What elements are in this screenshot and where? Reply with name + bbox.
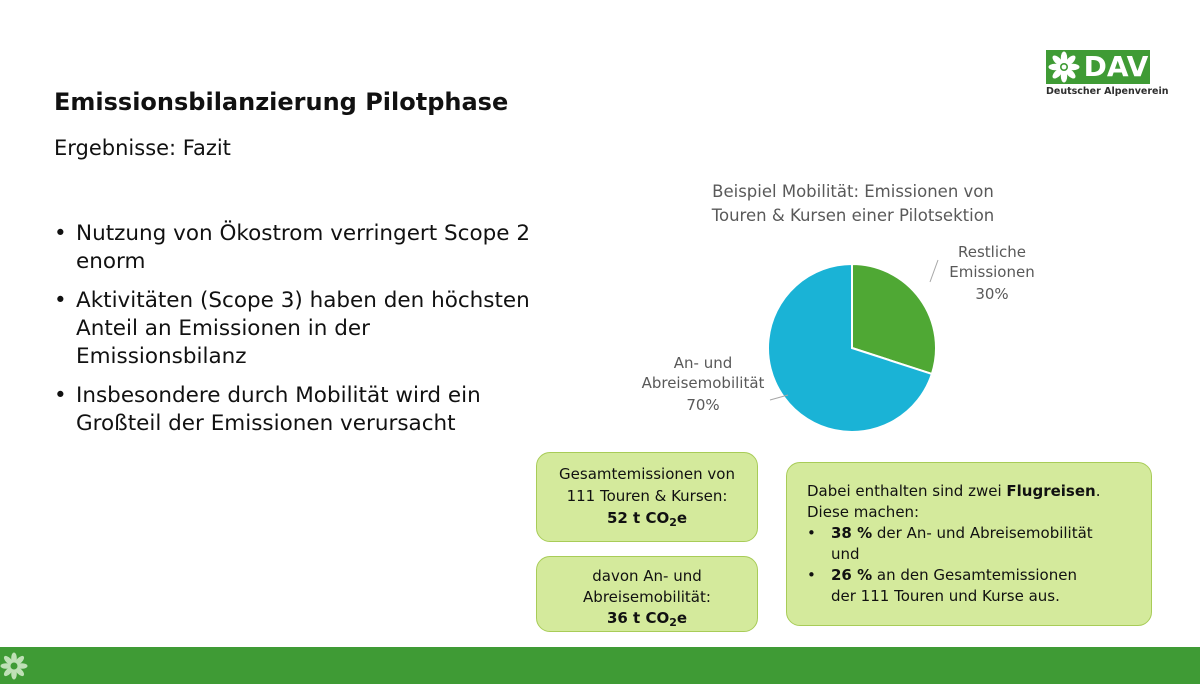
- flights-line2: Diese machen:: [807, 503, 920, 521]
- pie-label-travel-percent: 70%: [686, 396, 720, 414]
- co2-unit: e: [676, 509, 688, 527]
- bullet-dot: •: [54, 221, 67, 246]
- page-subtitle: Ergebnisse: Fazit: [54, 136, 231, 160]
- pie-label-travel-line2: Abreisemobilität: [641, 374, 765, 392]
- travel-emissions-line: davon An- und: [592, 567, 702, 585]
- chart-title-line: Beispiel Mobilität: Emissionen von: [712, 182, 994, 201]
- travel-emissions-number: 36 t CO: [606, 609, 670, 627]
- pie-chart: [600, 230, 1050, 450]
- page-title: Emissionsbilanzierung Pilotphase: [54, 88, 509, 116]
- logo-subtitle: Deutscher Alpenverein: [1046, 86, 1169, 97]
- flights-item2-percent: 26 %: [831, 566, 873, 584]
- bullet-text-line: Großteil der Emissionen verursacht: [76, 411, 456, 436]
- flights-item2-text: an den Gesamtemissionen: [872, 566, 1077, 584]
- logo-badge: [1046, 50, 1150, 84]
- pie-label-travel-line1: An- und: [673, 354, 733, 372]
- flights-list-item: [807, 565, 1131, 607]
- co2-unit: e: [676, 609, 688, 627]
- total-emissions-line: 111 Touren & Kursen:: [566, 487, 728, 505]
- flights-item1-text: der An- und Abreisemobilität: [872, 524, 1093, 542]
- bullet-text-line: enorm: [76, 249, 146, 274]
- flights-connector: und: [831, 545, 860, 563]
- total-emissions-number: 52 t CO: [606, 509, 670, 527]
- bullet-dot: •: [54, 288, 67, 313]
- bullet-item: [54, 382, 614, 438]
- flights-list: [807, 523, 1131, 607]
- flights-list-item: [807, 523, 1131, 565]
- co2-subscript: 2: [669, 616, 677, 629]
- total-emissions-box: [536, 452, 758, 542]
- travel-emissions-value: [607, 609, 687, 627]
- leader-line-remaining: [930, 260, 938, 282]
- flights-item2-line2: der 111 Touren und Kurse aus.: [831, 587, 1060, 605]
- bullet-item: [54, 220, 614, 276]
- edelweiss-icon: [1048, 51, 1080, 83]
- flights-intro: [807, 481, 1131, 502]
- bullet-dot: •: [54, 383, 67, 408]
- footer-bar: [0, 647, 1200, 684]
- bullet-text-line: Aktivitäten (Scope 3) haben den höchsten: [76, 288, 530, 313]
- chart-title-line: Touren & Kursen einer Pilotsektion: [711, 206, 995, 225]
- co2-subscript: 2: [669, 516, 677, 529]
- bullet-list: [54, 220, 614, 449]
- bullet-dot: •: [807, 524, 816, 542]
- chart-title: [660, 180, 1046, 228]
- bullet-item: [54, 287, 614, 371]
- pie-label-remaining-percent: 30%: [975, 285, 1009, 303]
- logo-wordmark: DAV: [1083, 50, 1149, 83]
- pie-label-remaining-line2: Emissionen: [949, 263, 1035, 281]
- flights-box: [786, 462, 1152, 626]
- dav-logo: [1046, 50, 1169, 100]
- flights-intro-text: Dabei enthalten sind zwei: [807, 482, 1007, 500]
- flights-intro-bold: Flugreisen: [1006, 482, 1096, 500]
- total-emissions-value: [607, 509, 687, 527]
- flights-item1-percent: 38 %: [831, 524, 873, 542]
- total-emissions-line: Gesamtemissionen von: [559, 465, 735, 483]
- edelweiss-icon: [0, 652, 28, 680]
- flights-intro-period: .: [1095, 482, 1101, 500]
- bullet-text-line: Anteil an Emissionen in der: [76, 316, 370, 341]
- bullet-text-line: Emissionsbilanz: [76, 344, 247, 369]
- bullet-text-line: Nutzung von Ökostrom verringert Scope 2: [76, 221, 531, 246]
- travel-emissions-box: [536, 556, 758, 632]
- bullet-text-line: Insbesondere durch Mobilität wird ein: [76, 383, 481, 408]
- bullet-dot: •: [807, 566, 816, 584]
- travel-emissions-line: Abreisemobilität:: [583, 588, 711, 606]
- pie-label-remaining-line1: Restliche: [958, 243, 1026, 261]
